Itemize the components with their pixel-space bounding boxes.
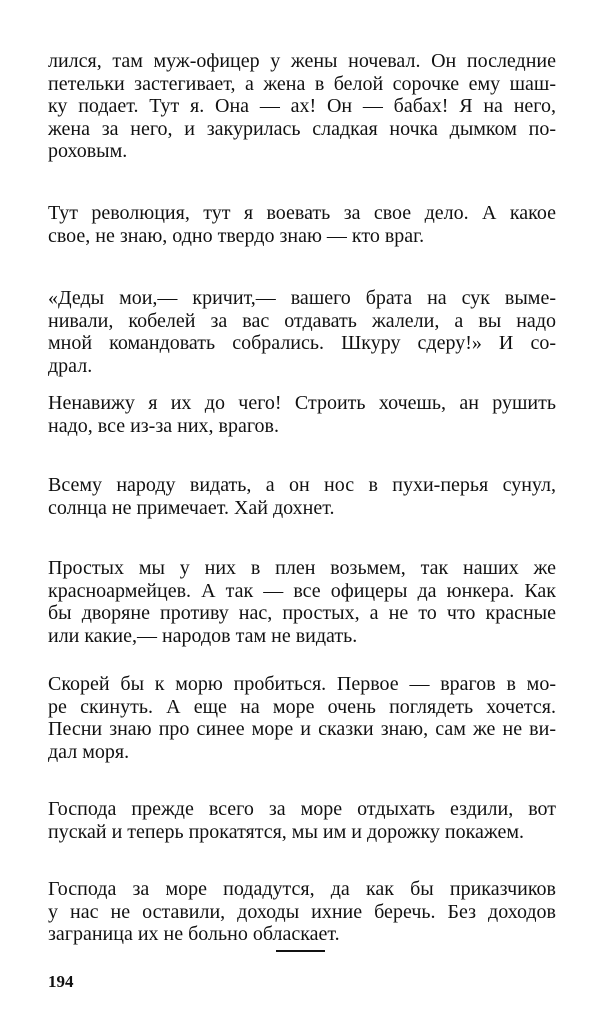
text-line: солнца не примечает. Хай дохнет. — [48, 496, 335, 519]
text-line: Песни знаю про синее море и сказки знаю, сам же не ви- — [48, 718, 556, 741]
paragraph — [48, 557, 556, 647]
paragraph — [48, 202, 556, 247]
page-number: 194 — [48, 972, 74, 991]
text-line: Господа за море подадутся, да как бы приказчиков — [48, 878, 556, 900]
text-line: пускай и теперь прокатятся, мы им и дорожку покажем. — [48, 820, 524, 843]
text-line: драл. — [48, 354, 93, 377]
text-line: Господа прежде всего за море отдыхать ездили, вот — [48, 798, 556, 820]
text-line: свое, не знаю, одно твердо знаю — кто враг. — [48, 224, 425, 247]
text-line: или какие,— народов там не видать. — [48, 624, 358, 647]
text-line: жена за него, и закурилась сладкая ночка дымком по- — [48, 117, 556, 140]
text-line: бы дворяне противу нас, простых, а не то что красные — [48, 602, 556, 625]
section-divider — [276, 950, 325, 952]
text-line: петельки застегивает, а жена в белой сорочке ему шаш- — [48, 72, 556, 95]
text-line: заграница их не больно обласкает. — [48, 923, 340, 946]
text-line: нивали, кобелей за вас отдавать жалели, а вы надо — [48, 309, 556, 332]
text-line: «Деды мои,— кричит,— вашего брата на сук выме- — [48, 287, 556, 309]
text-line: роховым. — [48, 140, 128, 163]
text-line: ре скинуть. А еще на море очень поглядеть хочется. — [48, 695, 556, 718]
text-line: Скорей бы к морю пробиться. Первое — врагов в мо- — [48, 673, 556, 695]
text-line: Простых мы у них в плен возьмем, так наших же — [48, 557, 556, 579]
text-line: надо, все из-за них, врагов. — [48, 414, 279, 437]
text-line: лился, там муж-офицер у жены ночевал. Он последние — [48, 50, 556, 72]
paragraph — [48, 798, 556, 843]
text-line: у нас не оставили, доходы ихние беречь. Без доходов — [48, 900, 556, 923]
paragraph — [48, 287, 556, 377]
text-line: мной командовать собрались. Шкуру сдеру!» И со- — [48, 332, 556, 355]
paragraph — [48, 878, 556, 946]
paragraph — [48, 673, 556, 763]
text-line: Ненавижу я их до чего! Строить хочешь, ан рушить — [48, 392, 556, 414]
paragraph — [48, 474, 556, 519]
paragraph — [48, 392, 556, 437]
text-line: дал моря. — [48, 740, 130, 763]
text-line: Всему народу видать, а он нос в пухи-перья сунул, — [48, 474, 556, 496]
text-line: Тут революция, тут я воевать за свое дело. А какое — [48, 202, 556, 224]
text-line: красноармейцев. А так — все офицеры да юнкера. Как — [48, 579, 556, 602]
paragraph — [48, 50, 556, 163]
text-line: ку подает. Тут я. Она — ах! Он — бабах! Я на него, — [48, 95, 556, 118]
